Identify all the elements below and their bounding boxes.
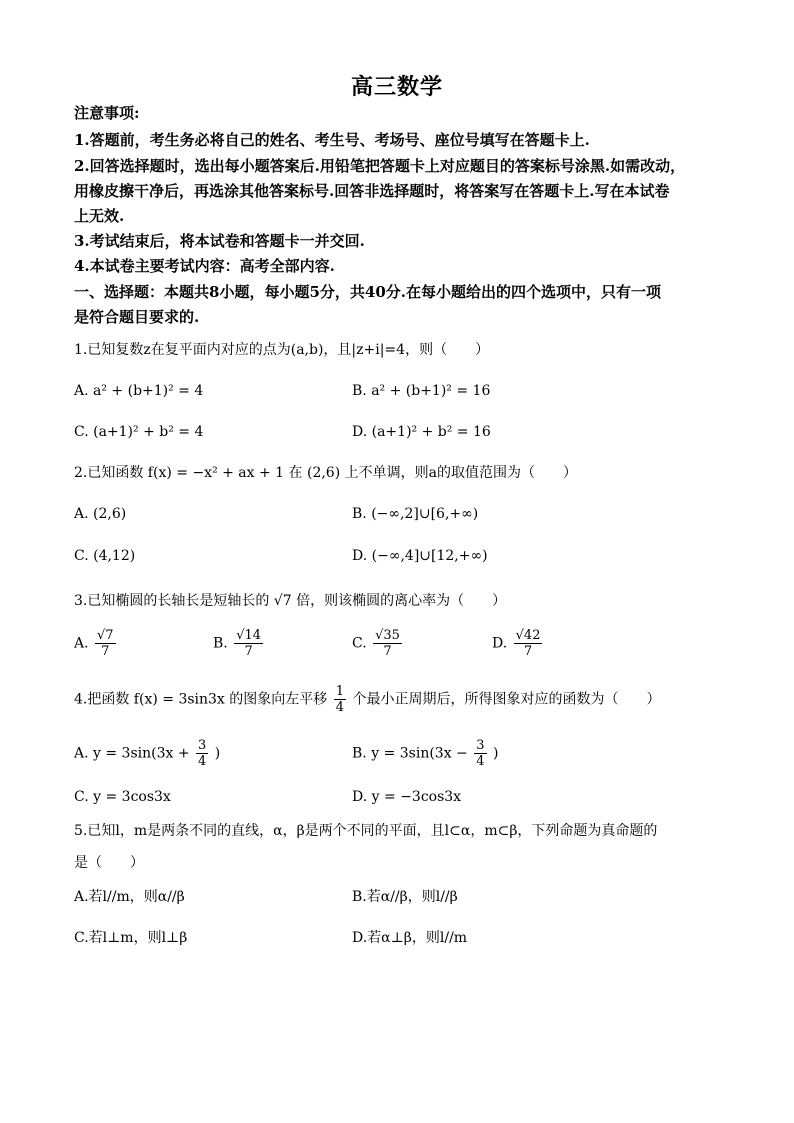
question-4-stem-pre: 4.把函数 f(x) = 3sin3x 的图象向左平移 bbox=[74, 691, 328, 708]
fraction-denominator: 4 bbox=[335, 700, 345, 715]
question-4-option-d bbox=[352, 786, 461, 808]
question-2-option-b: B. (−∞,2]∪[6,+∞) bbox=[352, 506, 479, 522]
question-1-stem: 1.已知复数z在复平面内对应的点为(a,b)，且|z+i|=4，则（ ） bbox=[74, 342, 490, 358]
fraction-denominator: 7 bbox=[101, 644, 110, 659]
question-1-option-a: A. a² + (b+1)² = 4 bbox=[74, 383, 204, 399]
fraction-denominator: 4 bbox=[476, 754, 485, 769]
question-4-option-b bbox=[352, 738, 498, 769]
question-3-option-a bbox=[74, 628, 118, 659]
option-expression-pre: y = 3sin(3x − bbox=[371, 745, 468, 762]
section-heading-line-2: 是符合题目要求的. bbox=[74, 308, 200, 326]
notice-line-1: 1.答题前，考生务必将自己的姓名、考生号、考场号、座位号填写在答题卡上. bbox=[74, 131, 590, 149]
notice-line-2: 2.回答选择题时，选出每小题答案后.用铅笔把答题卡上对应题目的答案标号涂黑.如需改动， bbox=[74, 157, 686, 175]
option-expression-post: ) bbox=[492, 745, 499, 762]
option-expression-pre: y = 3sin(3x + bbox=[93, 745, 190, 762]
question-1-option-b: B. a² + (b+1)² = 16 bbox=[352, 383, 491, 399]
fraction bbox=[334, 684, 346, 715]
fraction-numerator: 1 bbox=[335, 684, 345, 699]
question-4-stem-post: 个最小正周期后，所得图象对应的函数为（ ） bbox=[352, 691, 661, 708]
question-1-option-c: C. (a+1)² + b² = 4 bbox=[74, 424, 204, 440]
fraction bbox=[196, 738, 208, 769]
question-5-stem-line-2: 是（ ） bbox=[74, 855, 144, 871]
question-2-option-d: D. (−∞,4]∪[12,+∞) bbox=[352, 548, 488, 564]
option-label: C. bbox=[352, 635, 367, 652]
fraction-numerator: √35 bbox=[375, 628, 400, 643]
notice-line-4: 上无效. bbox=[74, 207, 125, 225]
question-2-option-a: A. (2,6) bbox=[74, 506, 127, 522]
option-label: C. bbox=[74, 789, 89, 805]
question-5-option-c: C.若l⊥m，则l⊥β bbox=[74, 930, 188, 946]
question-5-option-b: B.若α//β，则l//β bbox=[352, 889, 458, 905]
fraction bbox=[95, 628, 116, 659]
notice-line-3: 用橡皮擦干净后，再选涂其他答案标号.回答非选择题时，将答案写在答题卡上.写在本试卷 bbox=[74, 182, 670, 200]
option-label: A. bbox=[74, 635, 89, 652]
fraction-denominator: 7 bbox=[523, 644, 533, 659]
fraction bbox=[474, 738, 486, 769]
option-label: A. bbox=[74, 745, 89, 762]
question-4-option-a bbox=[74, 738, 220, 769]
fraction bbox=[234, 628, 263, 659]
option-label: D. bbox=[352, 789, 368, 805]
question-3-option-c bbox=[352, 628, 404, 659]
question-5-option-a: A.若l//m，则α//β bbox=[74, 889, 185, 905]
question-5-stem-line-1: 5.已知l，m是两条不同的直线，α，β是两个不同的平面，且l⊂α，m⊂β，下列命题为真命题的 bbox=[74, 823, 658, 839]
notice-line-5: 3.考试结束后，将本试卷和答题卡一并交回. bbox=[74, 232, 365, 250]
notice-heading: 注意事项: bbox=[74, 104, 140, 122]
question-1-option-d: D. (a+1)² + b² = 16 bbox=[352, 424, 491, 440]
question-5-option-d: D.若α⊥β，则l//m bbox=[352, 930, 468, 946]
notice-line-6: 4.本试卷主要考试内容：高考全部内容. bbox=[74, 257, 335, 275]
question-3-option-d bbox=[492, 628, 544, 659]
fraction-numerator: √7 bbox=[97, 628, 114, 643]
fraction-denominator: 7 bbox=[244, 644, 253, 659]
option-expression: y = −3cos3x bbox=[371, 789, 462, 805]
question-3-option-b bbox=[213, 628, 265, 659]
option-label: B. bbox=[213, 635, 228, 652]
fraction-numerator: 3 bbox=[476, 738, 485, 753]
fraction bbox=[514, 628, 543, 659]
fraction-denominator: 4 bbox=[198, 754, 207, 769]
fraction-numerator: √42 bbox=[515, 628, 541, 643]
option-expression-post: ) bbox=[214, 745, 221, 762]
page-title: 高三数学 bbox=[350, 74, 443, 100]
fraction bbox=[373, 628, 402, 659]
option-expression: y = 3cos3x bbox=[93, 789, 171, 805]
question-3-stem: 3.已知椭圆的长轴长是短轴长的 √7 倍，则该椭圆的离心率为（ ） bbox=[74, 593, 507, 609]
fraction-denominator: 7 bbox=[383, 644, 392, 659]
option-label: D. bbox=[492, 635, 508, 652]
question-4-option-c bbox=[74, 786, 171, 808]
option-label: B. bbox=[352, 745, 367, 762]
question-2-option-c: C. (4,12) bbox=[74, 548, 136, 564]
question-4-stem bbox=[74, 684, 660, 715]
fraction-numerator: 3 bbox=[198, 738, 207, 753]
fraction-numerator: √14 bbox=[236, 628, 262, 643]
section-heading-line-1: 一、选择题：本题共8小题，每小题5分，共40分.在每小题给出的四个选项中，只有一项 bbox=[74, 283, 661, 301]
question-2-stem: 2.已知函数 f(x) = −x² + ax + 1 在 (2,6) 上不单调，则a的取值范围为（ ） bbox=[74, 465, 577, 481]
